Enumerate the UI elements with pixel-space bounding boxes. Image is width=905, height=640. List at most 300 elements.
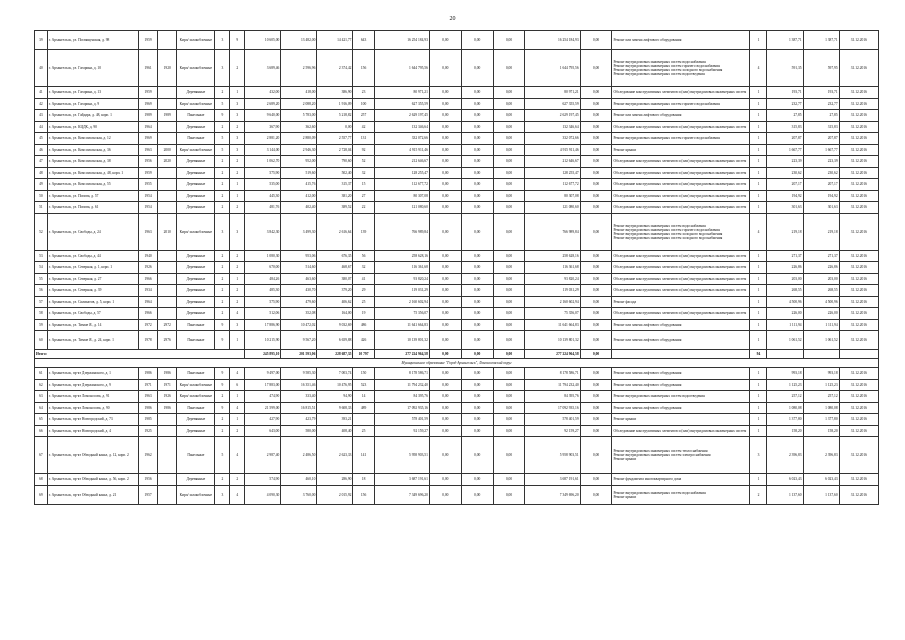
cell-fund-local: 0,00 (493, 331, 525, 350)
cell-address: г. Архангельск, пр-кт Ломоносова, д. 90 (47, 402, 138, 414)
cell-fund-owners: 8 178 586,71 (525, 368, 580, 380)
cell-fund-regional: 0,00 (461, 133, 493, 145)
cell-fund-owners: 258 628,16 (525, 250, 580, 262)
cell-unit-cost: 1 111,94 (767, 319, 803, 331)
cell-floors: 2 (215, 202, 230, 214)
work-item: Обследование конструктивных элементов и (или) внутридомовых инженерных систем (613, 205, 747, 210)
work-item: Обследование конструктивных элементов и (или) внутридомовых инженерных систем (613, 428, 747, 433)
cell-wall-material: Деревянные (177, 285, 215, 297)
cell-fund-owners: 627 355,59 (525, 98, 580, 110)
cell-area-living: 460,10 (281, 474, 317, 486)
cell-work-type (612, 144, 750, 156)
cell-fund-owners: 112 677,72 (525, 179, 580, 191)
cell-work-type (612, 98, 750, 110)
cell-area-total: 1 080,30 (245, 250, 281, 262)
cell-deadline: 31.12.2016 (839, 474, 878, 486)
cell-year-built: 1959 (139, 167, 158, 179)
cell-unit-cost-max: 1 080,08 (803, 402, 839, 414)
cell-area-private: 408,40 (317, 425, 353, 437)
cell-address: г. Архангельск, пр-кт Дзержинского, д. 1 (47, 368, 138, 380)
cell-fund-federal: 0,00 (429, 437, 461, 474)
cell-row-number: 64 (35, 402, 48, 414)
cell-unit-cost: 223,39 (767, 156, 803, 168)
cell-fund-other: 0,00 (580, 414, 612, 426)
cell-year-built: 1963 (139, 213, 158, 250)
work-item: Ремонт или замена лифтового оборудования (613, 371, 682, 376)
cell-fund-regional: 0,00 (461, 250, 493, 262)
cell-area-total: 2 689,20 (245, 98, 281, 110)
table-body-part-1 (35, 31, 879, 350)
cell-fund-local: 0,00 (493, 213, 525, 250)
cell-area-private: 389,52 (317, 202, 353, 214)
cell-wall-material: Деревянные (177, 156, 215, 168)
cell-entrances: 2 (230, 121, 245, 133)
cell-area-living: 9 567,20 (281, 331, 317, 350)
cell-residents: 41 (353, 273, 374, 285)
totals-fund-local: 0,00 (493, 350, 525, 359)
cell-area-living: 412,00 (281, 190, 317, 202)
cell-fund-local: 0,00 (493, 319, 525, 331)
work-item: Ремонт внутридомовых инженерных систем горячего водоснабжения (613, 227, 720, 232)
cell-area-living: 2 880,09 (281, 133, 317, 145)
cell-address: г. Архангельск, ул. Комсомольская, д. 48, корп. 1 (47, 167, 138, 179)
work-item: Обследование конструктивных элементов и (или) внутридомовых инженерных систем (613, 124, 747, 129)
cell-area-private: 2 623,33 (317, 437, 353, 474)
cell-fund-regional: 0,00 (461, 87, 493, 99)
cell-year-renovated (158, 31, 177, 50)
cell-address: г. Архангельск, ул. Северная, д. 1, корп. 1 (47, 262, 138, 274)
cell-repair-cost: 80 307,08 (374, 190, 429, 202)
cell-floors: 2 (215, 273, 230, 285)
cell-address: г. Архангельск, ул. Комсомольская, д. 12 (47, 133, 138, 145)
cell-residents: 32 (353, 167, 374, 179)
table-row (35, 31, 879, 50)
cell-year-built: 1961 (139, 50, 158, 87)
cell-year-built: 1963 (139, 144, 158, 156)
cell-wall-material: Деревянные (177, 190, 215, 202)
cell-unit-cost: 1 667,77 (767, 144, 803, 156)
cell-row-number: 56 (35, 285, 48, 297)
cell-address: г. Архангельск, ул. Свободы, д. 44 (47, 250, 138, 262)
cell-fund-regional: 0,00 (461, 273, 493, 285)
cell-fund-local: 0,00 (493, 402, 525, 414)
cell-work-type (612, 296, 750, 308)
cell-fund-federal: 0,00 (429, 133, 461, 145)
cell-fund-other: 0,00 (580, 285, 612, 297)
cell-residents: 523 (353, 379, 374, 391)
cell-deadline: 31.12.2016 (839, 167, 878, 179)
cell-row-number: 50 (35, 190, 48, 202)
cell-wall-material: Кирп/ шлакоблочные (177, 213, 215, 250)
work-item: Ремонт внутридомовых инженерных систем водоснабжения (613, 60, 706, 64)
cell-area-private: 0,00 (317, 121, 353, 133)
work-item: Ремонт внутридомовых инженерных систем водоснабжения (613, 490, 706, 495)
cell-area-private: 468,67 (317, 262, 353, 274)
cell-address: г. Архангельск, ул. Гайдара, д. 48, корп. 1 (47, 110, 138, 122)
cell-entrances: 2 (230, 285, 245, 297)
cell-floors: 5 (215, 98, 230, 110)
work-item: Обследование конструктивных элементов и (или) внутридомовых инженерных систем (613, 265, 747, 270)
cell-unit-cost: 232,77 (767, 98, 803, 110)
cell-unit-cost: 315,83 (767, 121, 803, 133)
cell-row-number: 60 (35, 331, 48, 350)
cell-area-living: 333,40 (281, 391, 317, 403)
cell-fund-federal: 0,00 (429, 319, 461, 331)
table-row (35, 379, 879, 391)
cell-fund-federal: 0,00 (429, 308, 461, 320)
cell-fund-regional: 0,00 (461, 319, 493, 331)
cell-residents (353, 414, 374, 426)
totals-empty (803, 350, 839, 359)
table-row (35, 156, 879, 168)
cell-repair-cost: 112 677,72 (374, 179, 429, 191)
cell-wall-material: Кирп/ шлакоблочные (177, 485, 215, 504)
totals-area-total: 245 895,10 (245, 350, 281, 359)
cell-deadline: 31.12.2016 (839, 402, 878, 414)
cell-floors: 2 (215, 285, 230, 297)
cell-floors: 2 (215, 414, 230, 426)
cell-work-count: 1 (750, 319, 767, 331)
cell-work-count: 1 (750, 331, 767, 350)
cell-fund-owners: 2 160 602,94 (525, 296, 580, 308)
table-body-part-2 (35, 368, 879, 505)
cell-entrances: 2 (230, 167, 245, 179)
cell-repair-cost: 766 989,84 (374, 213, 429, 250)
cell-fund-regional: 0,00 (461, 167, 493, 179)
cell-residents: 486 (353, 319, 374, 331)
cell-floors: 9 (215, 319, 230, 331)
cell-year-built: 1969 (139, 133, 158, 145)
cell-year-renovated (158, 250, 177, 262)
cell-entrances: 2 (230, 156, 245, 168)
cell-fund-regional: 0,00 (461, 474, 493, 486)
cell-unit-cost-max: 223,39 (803, 156, 839, 168)
cell-floors: 2 (215, 87, 230, 99)
cell-unit-cost-max: 271,37 (803, 250, 839, 262)
cell-row-number: 54 (35, 262, 48, 274)
cell-fund-local: 0,00 (493, 87, 525, 99)
cell-unit-cost-max: 226,00 (803, 308, 839, 320)
cell-work-type (612, 213, 750, 250)
cell-fund-other: 0,00 (580, 31, 612, 50)
cell-residents: 52 (353, 156, 374, 168)
cell-wall-material: Кирп/ шлакоблочные (177, 144, 215, 156)
cell-fund-owners: 2 629 197,45 (525, 110, 580, 122)
cell-address: г. Архангельск, ул. Комсомольская, д. 55 (47, 179, 138, 191)
cell-fund-regional: 0,00 (461, 50, 493, 87)
cell-year-renovated: 1926 (158, 391, 177, 403)
cell-address: г. Архангельск, ул. Силикатов, д. 5, корп. 1 (47, 296, 138, 308)
cell-work-type (612, 379, 750, 391)
cell-floors: 2 (215, 156, 230, 168)
cell-year-renovated: 1920 (158, 50, 177, 87)
cell-residents: 23 (353, 87, 374, 99)
cell-deadline: 31.12.2016 (839, 368, 878, 380)
cell-fund-other: 0,00 (580, 156, 612, 168)
cell-year-built: 1925 (139, 425, 158, 437)
table-row (35, 179, 879, 191)
cell-area-total: 512,06 (245, 308, 281, 320)
cell-unit-cost-max: 1 137,60 (803, 485, 839, 504)
cell-unit-cost-max: 193,71 (803, 87, 839, 99)
cell-deadline: 31.12.2016 (839, 31, 878, 50)
cell-deadline: 31.12.2016 (839, 98, 878, 110)
cell-year-built: 1956 (139, 156, 158, 168)
cell-area-living: 402,40 (281, 202, 317, 214)
cell-fund-local: 0,00 (493, 179, 525, 191)
cell-fund-other: 0,00 (580, 437, 612, 474)
cell-year-renovated (158, 133, 177, 145)
cell-row-number: 66 (35, 425, 48, 437)
cell-deadline: 31.12.2016 (839, 425, 878, 437)
cell-work-type (612, 179, 750, 191)
table-row (35, 262, 879, 274)
cell-entrances: 1 (230, 273, 245, 285)
cell-repair-cost: 332 072,66 (374, 133, 429, 145)
cell-fund-regional: 0,00 (461, 190, 493, 202)
cell-work-count: 1 (750, 144, 767, 156)
cell-area-private: 315,37 (317, 179, 353, 191)
cell-area-total: 2 987,40 (245, 437, 281, 474)
cell-residents: 150 (353, 368, 374, 380)
cell-unit-cost: 27,85 (767, 110, 803, 122)
cell-fund-other: 0,00 (580, 167, 612, 179)
cell-row-number: 41 (35, 87, 48, 99)
cell-fund-other: 0,00 (580, 319, 612, 331)
cell-fund-owners: 578 401,59 (525, 414, 580, 426)
work-item: Ремонт внутридомовых инженерных систем горячего водоснабжения (613, 136, 720, 141)
cell-area-private: 10 476,95 (317, 379, 353, 391)
cell-floors: 3 (215, 50, 230, 87)
work-item: Обследование конструктивных элементов и (или) внутридомовых инженерных систем (613, 311, 747, 316)
cell-unit-cost-max: 268,55 (803, 285, 839, 297)
cell-wall-material: Панельные (177, 402, 215, 414)
cell-residents: 92 (353, 144, 374, 156)
cell-address: г. Архангельск, ул. Комсомольская, д. 38 (47, 156, 138, 168)
cell-fund-other: 0,00 (580, 391, 612, 403)
cell-deadline: 31.12.2016 (839, 87, 878, 99)
cell-fund-local: 0,00 (493, 144, 525, 156)
cell-row-number: 49 (35, 179, 48, 191)
cell-fund-owners: 4 915 911,46 (525, 144, 580, 156)
cell-wall-material: Деревянные (177, 308, 215, 320)
table-row (35, 485, 879, 504)
work-item: Ремонт крыши (613, 457, 637, 461)
cell-residents: 25 (353, 425, 374, 437)
cell-floors: 2 (215, 250, 230, 262)
table-row (35, 285, 879, 297)
cell-address: г. Архангельск, пр-кт Новгородский, д. 73 (47, 414, 138, 426)
cell-fund-other: 0,00 (580, 425, 612, 437)
cell-deadline: 31.12.2016 (839, 379, 878, 391)
cell-residents: 29 (353, 285, 374, 297)
cell-row-number: 61 (35, 368, 48, 380)
cell-entrances: 2 (230, 262, 245, 274)
cell-area-total: 427,90 (245, 414, 281, 426)
cell-area-total: 670,00 (245, 262, 281, 274)
cell-wall-material: Кирп/ шлакоблочные (177, 379, 215, 391)
cell-repair-cost: 132 346,64 (374, 121, 429, 133)
cell-fund-federal: 0,00 (429, 190, 461, 202)
cell-fund-federal: 0,00 (429, 156, 461, 168)
cell-area-living: 430,70 (281, 285, 317, 297)
cell-area-total: 10 215,90 (245, 331, 281, 350)
cell-repair-cost: 7 349 696,20 (374, 485, 429, 504)
cell-residents: 141 (353, 437, 374, 474)
cell-work-count: 1 (750, 133, 767, 145)
cell-unit-cost-max: 207,17 (803, 179, 839, 191)
cell-address: г. Архангельск, пр-кт Обводный канал, д. 56, корп. 2 (47, 474, 138, 486)
cell-work-type (612, 190, 750, 202)
cell-area-total: 3 144,00 (245, 144, 281, 156)
cell-fund-federal: 0,00 (429, 202, 461, 214)
cell-deadline: 31.12.2016 (839, 273, 878, 285)
cell-repair-cost: 75 356,07 (374, 308, 429, 320)
work-item: Обследование конструктивных элементов и (или) внутридомовых инженерных систем (613, 276, 747, 281)
cell-area-private: 2 015,92 (317, 485, 353, 504)
cell-floors: 2 (215, 391, 230, 403)
cell-area-private: 9 032,69 (317, 319, 353, 331)
cell-repair-cost: 627 355,59 (374, 98, 429, 110)
cell-work-type (612, 437, 750, 474)
cell-floors: 2 (215, 308, 230, 320)
cell-fund-local: 0,00 (493, 50, 525, 87)
cell-entrances: 4 (230, 402, 245, 414)
cell-unit-cost: 4 500,96 (767, 296, 803, 308)
cell-fund-federal: 0,00 (429, 485, 461, 504)
totals-empty (612, 350, 750, 359)
cell-wall-material: Деревянные (177, 474, 215, 486)
cell-unit-cost: 993,18 (767, 368, 803, 380)
work-item: Ремонт крыши (613, 494, 637, 499)
cell-residents: 489 (353, 402, 374, 414)
cell-area-living: 423,79 (281, 414, 317, 426)
cell-unit-cost-max: 203,00 (803, 273, 839, 285)
cell-row-number: 55 (35, 273, 48, 285)
cell-unit-cost: 203,00 (767, 273, 803, 285)
cell-fund-owners: 5 958 903,51 (525, 437, 580, 474)
work-item: Ремонт внутридомовых инженерных систем холодного водоснабжения (613, 235, 723, 240)
cell-area-total: 474,90 (245, 391, 281, 403)
cell-unit-cost: 2 396,83 (767, 437, 803, 474)
cell-residents: 25 (353, 296, 374, 308)
cell-year-built: 1954 (139, 202, 158, 214)
cell-repair-cost: 2 160 602,94 (374, 296, 429, 308)
table-row (35, 250, 879, 262)
table-row (35, 110, 879, 122)
cell-fund-federal: 0,00 (429, 474, 461, 486)
cell-fund-regional: 0,00 (461, 179, 493, 191)
cell-row-number: 59 (35, 319, 48, 331)
cell-area-private: 406,62 (317, 296, 353, 308)
cell-deadline: 31.12.2016 (839, 121, 878, 133)
cell-fund-regional: 0,00 (461, 110, 493, 122)
cell-fund-owners: 93 820,24 (525, 273, 580, 285)
cell-residents: 56 (353, 250, 374, 262)
cell-address: г. Архангельск, ул. Свободы, д. 24 (47, 213, 138, 250)
work-item: Ремонт фасада (613, 299, 637, 304)
cell-fund-owners: 75 356,07 (525, 308, 580, 320)
cell-entrances: 6 (230, 379, 245, 391)
cell-residents: 19 (353, 308, 374, 320)
cell-repair-cost: 5 958 903,51 (374, 437, 429, 474)
cell-repair-cost: 80 971,21 (374, 87, 429, 99)
cell-work-type (612, 474, 750, 486)
table-row (35, 425, 879, 437)
cell-area-total: 535,00 (245, 179, 281, 191)
table-row (35, 319, 879, 331)
cell-floors: 5 (215, 133, 230, 145)
cell-deadline: 31.12.2016 (839, 179, 878, 191)
cell-work-type (612, 133, 750, 145)
table-row (35, 87, 879, 99)
cell-work-type (612, 156, 750, 168)
cell-work-type (612, 319, 750, 331)
cell-fund-owners: 116 361,68 (525, 262, 580, 274)
cell-fund-other: 0,00 (580, 98, 612, 110)
cell-unit-cost: 226,00 (767, 308, 803, 320)
cell-area-living: 2 596,96 (281, 50, 317, 87)
cell-unit-cost-max: 6 023,43 (803, 474, 839, 486)
cell-area-private: 502,40 (317, 167, 353, 179)
cell-entrances: 1 (230, 179, 245, 191)
cell-year-renovated (158, 437, 177, 474)
cell-area-total: 367,90 (245, 121, 281, 133)
cell-fund-other: 0,00 (580, 121, 612, 133)
table-row (35, 273, 879, 285)
cell-unit-cost-max: 2 396,83 (803, 437, 839, 474)
cell-unit-cost-max: 1 667,77 (803, 144, 839, 156)
cell-area-total: 484,26 (245, 273, 281, 285)
cell-year-built: 1963 (139, 391, 158, 403)
cell-area-total: 485,30 (245, 285, 281, 297)
cell-deadline: 31.12.2016 (839, 50, 878, 87)
cell-work-type (612, 167, 750, 179)
cell-area-living: 13 482,00 (281, 31, 317, 50)
cell-area-private: 381,20 (317, 190, 353, 202)
cell-fund-regional: 0,00 (461, 391, 493, 403)
cell-repair-cost: 2 629 197,45 (374, 110, 429, 122)
cell-entrances: 2 (230, 474, 245, 486)
cell-address: г. Архангельск, ул. Попова, д. 61 (47, 202, 138, 214)
cell-fund-regional: 0,00 (461, 402, 493, 414)
table-row (35, 391, 879, 403)
cell-unit-cost-max: 232,77 (803, 98, 839, 110)
cell-area-private: 2 374,42 (317, 50, 353, 87)
cell-entrances: 4 (230, 368, 245, 380)
cell-unit-cost-max: 301,63 (803, 202, 839, 214)
table-row (35, 98, 879, 110)
cell-unit-cost-max: 1 111,94 (803, 319, 839, 331)
cell-fund-owners: 332 072,66 (525, 133, 580, 145)
cell-repair-cost: 4 915 911,46 (374, 144, 429, 156)
totals-fund-regional: 0,00 (461, 350, 493, 359)
cell-work-count: 1 (750, 285, 767, 297)
totals-block (35, 350, 879, 368)
cell-unit-cost-max: 4 500,96 (803, 296, 839, 308)
cell-entrances: 1 (230, 391, 245, 403)
cell-wall-material: Панельные (177, 319, 215, 331)
cell-year-built: 1985 (139, 414, 158, 426)
cell-floors: 3 (215, 31, 230, 50)
cell-year-built: 1955 (139, 179, 158, 191)
cell-area-living: 362,60 (281, 121, 317, 133)
cell-area-living: 418,00 (281, 87, 317, 99)
cell-fund-local: 0,00 (493, 262, 525, 274)
work-item: Ремонт внутридомовых инженерных систем горячего водоснабжения (613, 101, 720, 106)
cell-fund-local: 0,00 (493, 368, 525, 380)
work-item: Ремонт крыши (613, 417, 637, 422)
